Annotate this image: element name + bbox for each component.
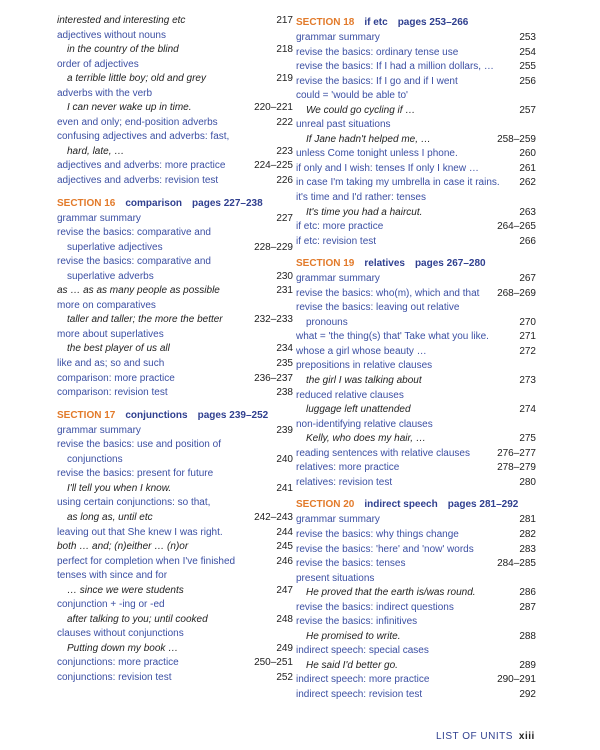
section-heading	[296, 14, 536, 31]
entry-text: clauses without conjunctions	[57, 628, 184, 640]
entry-text: pronouns	[306, 316, 348, 328]
toc-entry	[296, 447, 536, 462]
section-number: SECTION 17	[57, 409, 116, 421]
entry-text: indirect speech: more practice	[296, 674, 430, 686]
section-pages: pages 253–266	[397, 17, 469, 28]
entry-text: indirect speech: revision test	[296, 688, 423, 700]
entry-text: revise the basics: who(m), which and that	[296, 287, 480, 299]
toc-entry	[296, 316, 536, 331]
entry-text: grammar summary	[296, 32, 380, 43]
entry-page: 230	[276, 270, 293, 282]
entry-page: 262	[519, 177, 536, 189]
entry-text: comparison: more practice	[57, 372, 175, 384]
entry-text: the best player of us all	[67, 343, 170, 355]
entry-text: after talking to you; until cooked	[67, 613, 208, 625]
entry-page: 289	[519, 659, 536, 671]
toc-entry	[57, 212, 293, 227]
toc-entry	[57, 299, 293, 314]
toc-entry	[57, 467, 293, 482]
entry-text: interested and interesting etc	[57, 15, 186, 26]
entry-text: conjunctions	[67, 453, 123, 465]
toc-entry	[296, 374, 536, 389]
toc-entry	[57, 58, 293, 73]
toc-entry	[57, 526, 293, 541]
entry-page: 268–269	[497, 287, 536, 299]
entry-text: revise the basics: indirect questions	[296, 601, 454, 613]
section-title: indirect speech	[364, 499, 438, 511]
entry-page: 231	[276, 285, 293, 297]
entry-text: revise the basics: If I go and if I went	[296, 75, 458, 87]
footer-page-number: xiii	[518, 731, 535, 742]
toc-entry	[296, 31, 536, 46]
entry-text: revise the basics: tenses	[296, 558, 406, 570]
entry-text: if etc: revision test	[296, 235, 377, 247]
toc-entry	[57, 584, 293, 599]
toc-entry	[296, 345, 536, 360]
entry-page: 264–265	[497, 221, 536, 233]
entry-page: 284–285	[497, 558, 536, 570]
entry-page: 272	[519, 345, 536, 357]
toc-entry	[296, 89, 536, 104]
entry-page: 273	[519, 375, 536, 387]
entry-text: as … as as many people as possible	[57, 285, 220, 297]
toc-entry	[296, 644, 536, 659]
entry-page: 255	[519, 61, 536, 73]
entry-text: non-identifying relative clauses	[296, 418, 433, 430]
entry-text: even and only; end-position adverbs	[57, 116, 218, 128]
entry-text: like and as; so and such	[57, 358, 165, 370]
entry-text: adjectives and adverbs: revision test	[57, 175, 219, 187]
section-title: comparison	[125, 197, 183, 209]
entry-text: a terrible little boy; old and grey	[67, 73, 206, 85]
entry-page: 217	[276, 15, 293, 26]
entry-text: I'll tell you when I know.	[67, 482, 172, 494]
entry-text: conjunctions: more practice	[57, 657, 179, 669]
entry-page: 280	[519, 476, 536, 488]
entry-page: 226	[276, 175, 293, 187]
entry-text: unreal past situations	[296, 119, 391, 131]
toc-entry	[57, 130, 293, 145]
entry-page: 222	[276, 116, 293, 128]
entry-text: revise the basics: comparative and	[57, 227, 211, 239]
entry-page: 218	[276, 44, 293, 56]
entry-text: conjunction + -ing or -ed	[57, 599, 165, 611]
entry-text: confusing adjectives and adverbs: fast,	[57, 131, 230, 143]
entry-page: 266	[519, 235, 536, 247]
entry-page: 283	[519, 543, 536, 555]
entry-text: We could go cycling if …	[306, 104, 416, 116]
entry-page: 267	[519, 273, 536, 285]
toc-entry	[57, 555, 293, 570]
toc-entry	[57, 496, 293, 511]
left-column	[57, 14, 293, 686]
entry-page: 258–259	[497, 133, 536, 145]
toc-entry	[296, 162, 536, 177]
entry-text: … since we were students	[67, 584, 184, 596]
entry-page: 282	[519, 528, 536, 540]
toc-entry	[57, 241, 293, 256]
section-number: SECTION 20	[296, 499, 355, 511]
toc-entry	[296, 432, 536, 447]
entry-page: 244	[276, 526, 293, 538]
entry-page: 271	[519, 331, 536, 343]
toc-entry	[296, 46, 536, 61]
toc-entry	[57, 598, 293, 613]
toc-entry	[296, 586, 536, 601]
toc-entry	[296, 301, 536, 316]
toc-entry	[296, 659, 536, 674]
entry-page: 287	[519, 601, 536, 613]
entry-text: revise the basics: 'here' and 'now' words	[296, 543, 474, 555]
entry-page: 223	[276, 145, 293, 157]
entry-text: revise the basics: comparative and	[57, 256, 211, 268]
entry-text: revise the basics: use and position of	[57, 439, 221, 451]
entry-page: 250–251	[254, 657, 293, 669]
entry-text: hard, late, …	[67, 145, 125, 157]
toc-entry	[296, 630, 536, 645]
toc-entry	[296, 673, 536, 688]
entry-text: taller and taller; the more the better	[67, 314, 223, 326]
section-title: relatives	[364, 258, 405, 270]
entry-text: revise the basics: infinitives	[296, 616, 418, 628]
section-number: SECTION 16	[57, 197, 116, 209]
entry-text: both … and; (n)either … (n)or	[57, 541, 189, 553]
toc-entry	[57, 101, 293, 116]
toc-entry	[57, 386, 293, 401]
toc-entry	[296, 418, 536, 433]
toc-entry	[296, 330, 536, 345]
toc-entry	[57, 116, 293, 131]
entry-text: grammar summary	[57, 212, 141, 224]
entry-page: 227	[276, 212, 293, 224]
entry-text: adjectives and adverbs: more practice	[57, 160, 226, 172]
entry-text: He promised to write.	[306, 630, 401, 642]
entry-text: relatives: revision test	[296, 476, 393, 488]
toc-entry	[296, 220, 536, 235]
toc-entry	[57, 43, 293, 58]
entry-page: 254	[519, 46, 536, 58]
entry-page: 276–277	[497, 447, 536, 459]
entry-text: superlative adjectives	[67, 241, 163, 253]
toc-entry	[296, 359, 536, 374]
toc-entry	[296, 75, 536, 90]
toc-entry	[296, 133, 536, 148]
toc-entry	[57, 313, 293, 328]
section-heading	[296, 496, 536, 513]
footer-label: LIST OF UNITS	[436, 731, 513, 742]
toc-entry	[296, 389, 536, 404]
entry-text: indirect speech: special cases	[296, 645, 429, 657]
entry-text: could = 'would be able to'	[296, 90, 408, 102]
entry-page: 246	[276, 555, 293, 567]
entry-text: the girl I was talking about	[306, 375, 422, 387]
entry-text: grammar summary	[296, 514, 380, 526]
entry-page: 238	[276, 387, 293, 399]
entry-text: revise the basics: If I had a million dollars, …	[296, 61, 494, 73]
entry-page: 275	[519, 433, 536, 445]
entry-text: if only and I wish: tenses If only I knew …	[296, 162, 479, 174]
entry-text: revise the basics: why things change	[296, 528, 459, 540]
entry-text: if etc: more practice	[296, 221, 384, 233]
section-pages: pages 227–238	[192, 197, 263, 209]
entry-text: leaving out that She knew I was right.	[57, 526, 223, 538]
entry-text: revise the basics: present for future	[57, 468, 214, 480]
entry-text: more about superlatives	[57, 328, 164, 340]
toc-entry	[296, 147, 536, 162]
entry-page: 257	[519, 104, 536, 116]
toc-entry	[296, 272, 536, 287]
entry-page: 256	[519, 75, 536, 87]
entry-text: more on comparatives	[57, 299, 156, 311]
section-number: SECTION 18	[296, 17, 355, 28]
entry-page: 247	[276, 584, 293, 596]
entry-page: 235	[276, 358, 293, 370]
entry-text: tenses with since and for	[57, 570, 168, 582]
toc-entry	[57, 453, 293, 468]
entry-text: adverbs with the verb	[57, 87, 153, 99]
toc-entry	[296, 191, 536, 206]
entry-page: 261	[519, 162, 536, 174]
toc-entry	[57, 613, 293, 628]
section-pages: pages 267–280	[414, 258, 486, 270]
toc-entry	[296, 206, 536, 221]
entry-page: 274	[519, 404, 536, 416]
entry-text: grammar summary	[296, 273, 380, 285]
toc-entry	[57, 145, 293, 160]
entry-text: comparison: revision test	[57, 387, 168, 399]
toc-entry	[57, 14, 293, 29]
toc-entry	[296, 513, 536, 528]
entry-page: 292	[519, 688, 536, 700]
toc-entry	[57, 159, 293, 174]
entry-text: what = 'the thing(s) that' Take what you like.	[296, 331, 489, 343]
entry-page: 228–229	[254, 241, 293, 253]
entry-page: 220–221	[254, 102, 293, 114]
entry-text: reading sentences with relative clauses	[296, 447, 470, 459]
toc-entry	[296, 476, 536, 491]
section-number: SECTION 19	[296, 258, 355, 270]
section-heading	[57, 407, 293, 424]
toc-entry	[296, 601, 536, 616]
toc-entry	[57, 328, 293, 343]
toc-entry	[57, 255, 293, 270]
entry-text: luggage left unattended	[306, 404, 411, 416]
entry-text: superlative adverbs	[67, 270, 154, 282]
toc-entry	[57, 569, 293, 584]
page-footer	[436, 731, 535, 742]
entry-page: 290–291	[497, 674, 536, 686]
entry-text: revise the basics: leaving out relative	[296, 302, 460, 314]
toc-entry	[57, 627, 293, 642]
toc-entry	[296, 688, 536, 703]
toc-entry	[57, 372, 293, 387]
toc-entry	[296, 60, 536, 75]
entry-text: present situations	[296, 572, 375, 584]
entry-page: 236–237	[254, 372, 293, 384]
entry-page: 239	[276, 424, 293, 436]
right-column	[296, 14, 536, 703]
toc-entry	[57, 438, 293, 453]
toc-entry	[57, 29, 293, 44]
toc-entry	[296, 104, 536, 119]
section-pages: pages 281–292	[447, 499, 519, 511]
entry-page: 240	[276, 453, 293, 465]
entry-text: grammar summary	[57, 424, 141, 436]
toc-entry	[57, 226, 293, 241]
entry-text: He proved that the earth is/was round.	[306, 587, 476, 599]
entry-text: perfect for completion when I've finished	[57, 555, 236, 567]
toc-entry	[296, 557, 536, 572]
toc-entry	[57, 540, 293, 555]
toc-entry	[57, 656, 293, 671]
entry-text: in the country of the blind	[67, 44, 179, 56]
entry-text: reduced relative clauses	[296, 389, 404, 401]
toc-entry	[296, 118, 536, 133]
toc-entry	[57, 511, 293, 526]
entry-text: whose a girl whose beauty …	[296, 345, 427, 357]
entry-text: adjectives without nouns	[57, 29, 166, 41]
toc-entry	[296, 287, 536, 302]
entry-page: 286	[519, 587, 536, 599]
entry-page: 260	[519, 148, 536, 160]
toc-entry	[57, 342, 293, 357]
toc-entry	[57, 671, 293, 686]
toc-entry	[296, 235, 536, 250]
entry-text: relatives: more practice	[296, 462, 400, 474]
entry-text: order of adjectives	[57, 58, 139, 70]
entry-text: Putting down my book …	[67, 642, 179, 654]
toc-entry	[57, 87, 293, 102]
entry-text: It's time you had a haircut.	[306, 206, 423, 218]
entry-text: If Jane hadn't helped me, …	[306, 133, 431, 145]
entry-page: 249	[276, 642, 293, 654]
section-title: if etc	[364, 17, 388, 28]
section-pages: pages 239–252	[197, 409, 269, 421]
entry-text: unless Come tonight unless I phone.	[296, 148, 458, 160]
toc-entry	[296, 615, 536, 630]
toc-entry	[296, 461, 536, 476]
entry-page: 232–233	[254, 314, 293, 326]
entry-page: 278–279	[497, 462, 536, 474]
entry-text: Kelly, who does my hair, …	[306, 433, 426, 445]
toc-entry	[57, 72, 293, 87]
entry-page: 263	[519, 206, 536, 218]
toc-entry	[57, 642, 293, 657]
entry-text: in case I'm taking my umbrella in case it rains.	[296, 177, 500, 189]
entry-page: 270	[519, 316, 536, 328]
entry-text: using certain conjunctions: so that,	[57, 497, 211, 509]
toc-entry	[57, 270, 293, 285]
entry-page: 245	[276, 541, 293, 553]
entry-page: 281	[519, 514, 536, 526]
toc-entry	[296, 176, 536, 191]
entry-page: 224–225	[254, 160, 293, 172]
toc-entry	[296, 572, 536, 587]
toc-entry	[296, 403, 536, 418]
entry-page: 219	[276, 73, 293, 85]
toc-entry	[57, 284, 293, 299]
entry-text: prepositions in relative clauses	[296, 360, 433, 372]
entry-text: it's time and I'd rather: tenses	[296, 192, 426, 204]
entry-text: conjunctions: revision test	[57, 671, 172, 683]
section-title: conjunctions	[125, 409, 188, 421]
entry-text: revise the basics: ordinary tense use	[296, 46, 459, 58]
section-heading	[57, 195, 293, 212]
entry-page: 242–243	[254, 511, 293, 523]
toc-entry	[296, 528, 536, 543]
toc-entry	[296, 543, 536, 558]
toc-entry	[57, 424, 293, 439]
entry-page: 248	[276, 613, 293, 625]
entry-page: 241	[276, 482, 293, 494]
section-heading	[296, 255, 536, 272]
entry-page: 288	[519, 630, 536, 642]
entry-text: He said I'd better go.	[306, 659, 398, 671]
entry-text: I can never wake up in time.	[67, 102, 192, 114]
entry-page: 252	[276, 671, 293, 683]
entry-page: 253	[519, 32, 536, 43]
entry-text: as long as, until etc	[67, 511, 153, 523]
toc-entry	[57, 482, 293, 497]
toc-entry	[57, 357, 293, 372]
entry-page: 234	[276, 343, 293, 355]
toc-entry	[57, 174, 293, 189]
